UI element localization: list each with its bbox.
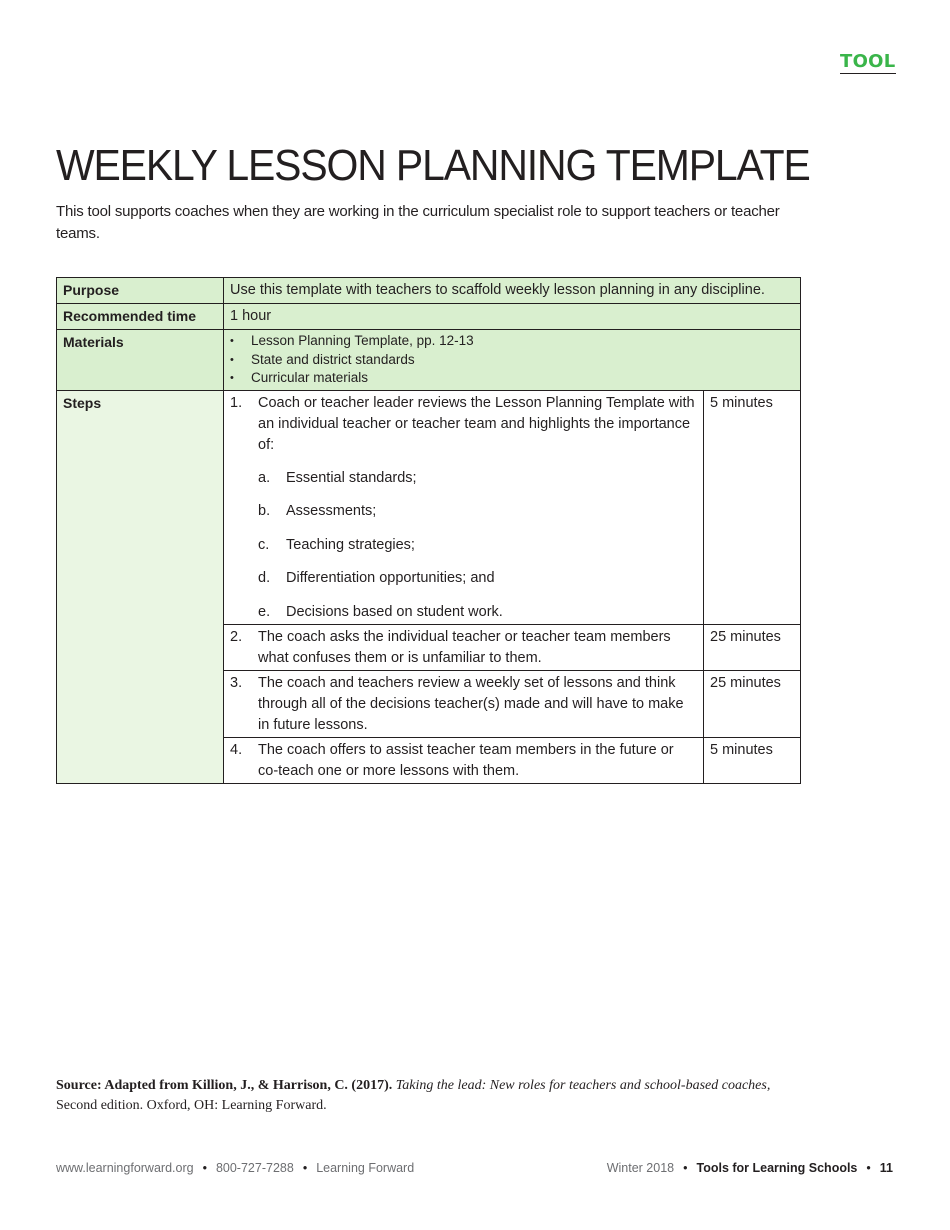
- step-2-text: [224, 624, 704, 670]
- footer-phone: 800-727-7288: [215, 1161, 294, 1175]
- recommended-time-value: 1 hour: [224, 304, 801, 330]
- footer-separator: •: [866, 1161, 871, 1175]
- step-4-time: 5 minutes: [704, 737, 801, 783]
- sub-item-letter: c.: [258, 536, 270, 553]
- source-citation-publisher: Second edition. Oxford, OH: Learning Forward.: [56, 1098, 327, 1113]
- sub-item-text: Decisions based on student work.: [286, 603, 503, 620]
- sub-item: [258, 535, 695, 556]
- intro-paragraph: This tool supports coaches when they are working in the curriculum specialist role to support teachers or teacher teams.: [56, 203, 780, 242]
- sub-item-text: Assessments;: [286, 503, 377, 519]
- footer-website-link[interactable]: www.learningforward.org: [56, 1161, 194, 1175]
- sub-item-letter: b.: [258, 503, 271, 519]
- page-title: WEEKLY LESSON PLANNING TEMPLATE: [56, 141, 810, 190]
- sub-item: [258, 501, 695, 522]
- step-description: The coach and teachers review a weekly set of lessons and think through all of the decisions teacher(s) made and will have to make in future lessons.: [258, 674, 684, 733]
- footer-publication: Tools for Learning Schools: [696, 1161, 858, 1175]
- sub-item-text: Teaching strategies;: [286, 536, 415, 553]
- lesson-plan-table: [56, 277, 801, 784]
- footer-separator: •: [202, 1161, 207, 1175]
- page-number: 11: [879, 1161, 893, 1175]
- step-1-time: 5 minutes: [704, 390, 801, 624]
- materials-item: • State and district standards: [230, 351, 794, 370]
- tool-section-tag: TOOL: [840, 51, 896, 72]
- step-3-text: [224, 670, 704, 737]
- materials-value: [224, 330, 801, 391]
- table-row-step-1: [57, 390, 801, 624]
- source-citation: [56, 1076, 836, 1116]
- footer-separator: •: [302, 1161, 308, 1175]
- sub-item-text: Differentiation opportunities; and: [286, 570, 495, 586]
- step-description: The coach offers to assist teacher team members in the future or co-teach one or more lessons with them.: [258, 741, 674, 779]
- purpose-value: Use this template with teachers to scaffold weekly lesson planning in any discipline.: [224, 278, 801, 304]
- sub-item: [258, 602, 695, 623]
- sub-item-text: Essential standards;: [286, 469, 417, 486]
- step-4-text: [224, 737, 704, 783]
- step-number: 4.: [230, 741, 243, 758]
- table-row-time: [57, 304, 801, 330]
- step-number: 2.: [230, 628, 243, 645]
- table-row-purpose: [57, 278, 801, 304]
- footer-left: [56, 1160, 414, 1176]
- step-3-time: 25 minutes: [704, 670, 801, 737]
- source-citation-title: Taking the lead: New roles for teachers and school-based coaches,: [395, 1078, 771, 1093]
- recommended-time-label: Recommended time: [57, 304, 224, 330]
- sub-item: [258, 468, 695, 489]
- materials-label: Materials: [57, 330, 224, 391]
- materials-item: • Curricular materials: [230, 369, 794, 388]
- footer-right: [607, 1160, 893, 1176]
- step-number: 1.: [230, 394, 243, 411]
- step-1-text: [224, 390, 704, 624]
- purpose-label: Purpose: [57, 278, 224, 304]
- step-description: The coach asks the individual teacher or teacher team members what confuses them or is unfamiliar to them.: [258, 628, 671, 666]
- step-number: 3.: [230, 674, 243, 691]
- sub-item: [258, 568, 695, 589]
- step-description: Coach or teacher leader reviews the Lesson Planning Template with an individual teacher or teacher team and highlights the importance of:: [258, 394, 695, 453]
- footer-org: Learning Forward: [316, 1161, 415, 1175]
- sub-item-letter: a.: [258, 469, 271, 486]
- source-citation-authors: Source: Adapted from Killion, J., & Harrison, C. (2017).: [56, 1078, 393, 1093]
- step-2-time: 25 minutes: [704, 624, 801, 670]
- step-1-sublist: [258, 468, 695, 623]
- footer-issue: Winter 2018: [606, 1161, 675, 1175]
- steps-label: Steps: [57, 390, 224, 783]
- table-row-materials: [57, 330, 801, 391]
- materials-list: [230, 332, 794, 388]
- sub-item-letter: d.: [258, 570, 271, 586]
- sub-item-letter: e.: [258, 603, 271, 620]
- footer-separator: •: [683, 1161, 688, 1175]
- materials-item: • Lesson Planning Template, pp. 12-13: [230, 332, 794, 351]
